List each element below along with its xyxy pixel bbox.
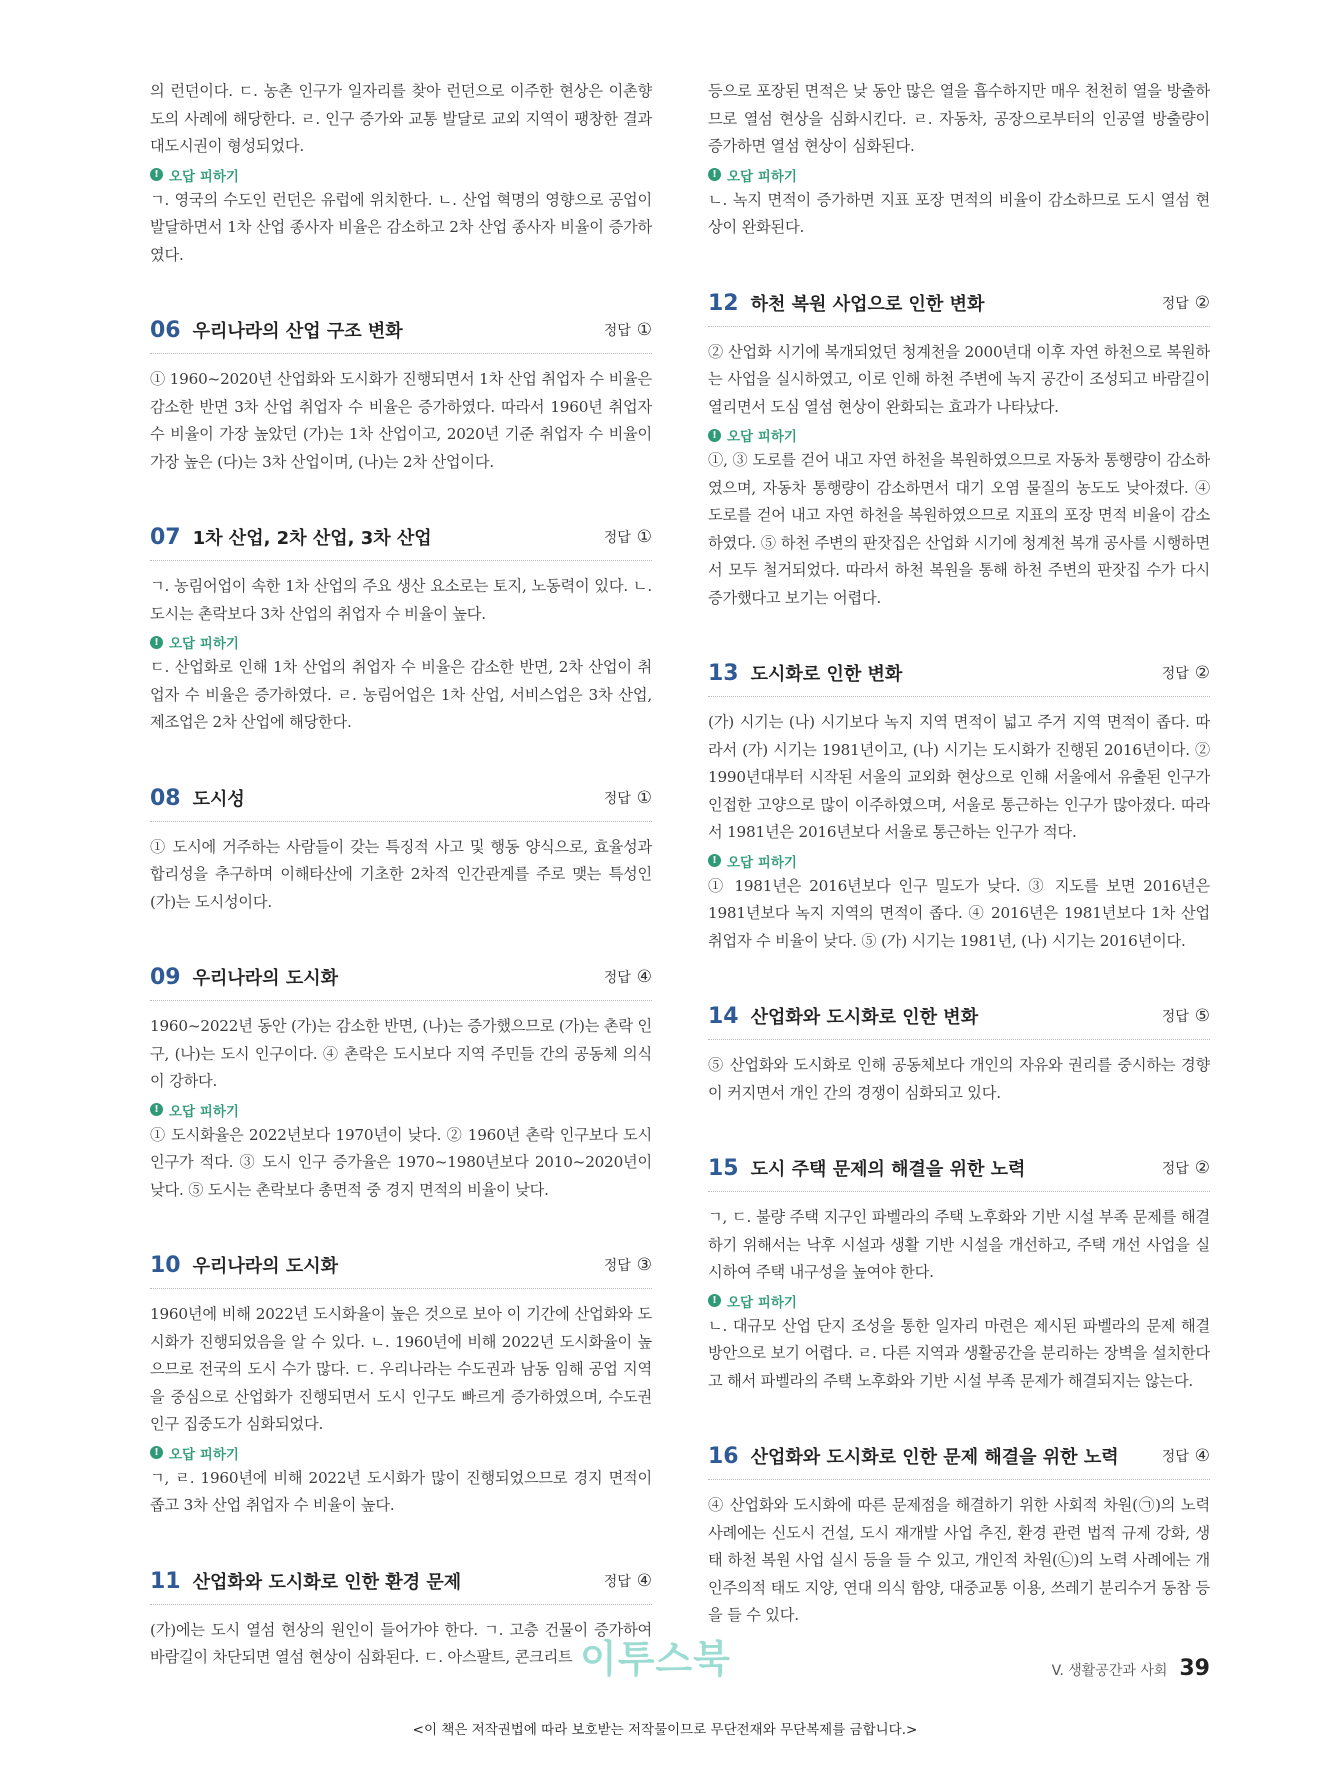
section-header-12 [708,290,1210,327]
section-header-13 [708,660,1210,697]
section-header-07 [150,524,652,561]
wrong-answer-label: ! 오답 피하기 [708,165,1210,185]
exclamation-icon: ! [708,429,721,442]
watermark-logo: 이투스북 [580,1637,731,1681]
section-title: 우리나라의 도시화 [192,1256,338,1277]
section-title: 우리나라의 도시화 [192,968,338,989]
section-header-14 [708,1003,1210,1040]
exclamation-icon: ! [708,854,721,867]
section-number: 11 [150,1568,181,1594]
section-header-11 [150,1568,652,1605]
exclamation-icon: ! [708,1294,721,1307]
section-title: 하천 복원 사업으로 인한 변화 [750,293,985,315]
wrong-answer-text: ㄱ, ㄹ. 1960년에 비해 2022년 도시화가 많이 진행되었으므로 경지 면적이 좁고 3차 산업 취업자 수 비율이 높다. [150,1468,652,1514]
section-number: 06 [150,318,181,343]
section-number: 12 [708,290,739,316]
exclamation-icon: ! [150,1446,163,1459]
wrong-answer-label: ! 오답 피하기 [150,165,652,185]
section-title: 산업화와 도시화로 인한 문제 해결을 위한 노력 [750,1447,1119,1468]
wrong-answer-text: ① 1981년은 2016년보다 인구 밀도가 낮다. ③ 지도를 보면 2016년은 1981년보다 녹지 지역의 면적이 좁다. ④ 2016년은 1981년보다 1차 산업 취업자 수 비율이 낮다. ⑤ (가) 시기는 1981년, (나) 시기는 2016년이다. [708,876,1210,950]
exclamation-icon: ! [150,1103,163,1116]
wrong-answer-label: ! 오답 피하기 [150,632,652,652]
section-title: 산업화와 도시화로 인한 변화 [750,1007,979,1028]
wrong-answer-label: ! 오답 피하기 [708,1291,1210,1311]
section-title: 도시화로 인한 변화 [750,664,903,685]
section-title: 산업화와 도시화로 인한 환경 문제 [192,1571,462,1593]
wrong-answer-text: ① 도시화율은 2022년보다 1970년이 낮다. ② 1960년 촌락 인구보다 도시 인구가 적다. ③ 도시 인구 증가율은 1970~1980년보다 2010~2020년이 낮다. ⑤ 도시는 촌락보다 총면적 중 경지 면적의 비율이 낮다. [150,1125,652,1199]
section-number: 14 [708,1004,739,1029]
answer: 정답 ③ [603,1255,652,1275]
wrong-answer-text: ㄷ. 산업화로 인해 1차 산업의 취업자 수 비율은 감소한 반면, 2차 산업이 취업자 수 비율은 증가하였다. ㄹ. 농림어업은 1차 산업, 서비스업은 3차 산업, 제조업은 2차 산업에 해당한다. [150,658,652,731]
explanation-text: ㄱ. 농림어업이 속한 1차 산업의 주요 생산 요소로는 토지, 노동력이 있다. ㄴ. 도시는 촌락보다 3차 산업의 취업자 수 비율이 높다. [150,577,652,623]
answer: 정답 ② [1161,292,1210,313]
explanation-text: 1960년에 비해 2022년 도시화율이 높은 것으로 보아 이 기간에 산업화와 도시화가 진행되었음을 알 수 있다. ㄴ. 1960년에 비해 2022년 도시화율이 높으므로 전국의 도시 수가 많다. ㄷ. 우리나라는 수도권과 남동 임해 공업 지역을 중심으로 산업화가 진행되면서 도시 인구도 빠르게 증가하였으며, 수도권 인구 집중도가 심화되었다. [150,1305,652,1433]
answer: 정답 ④ [1161,1446,1210,1466]
explanation-text: ① 도시에 거주하는 사람들이 갖는 특징적 사고 및 행동 양식으로, 효율성과 합리성을 추구하며 이해타산에 기초한 2차적 인간관계를 주로 맺는 특성인 (가)는 도시성이다. [150,837,652,911]
wrong-answer-label: ! 오답 피하기 [708,851,1210,871]
answer: 정답 ② [1161,1158,1210,1178]
explanation-text: 1960~2022년 동안 (가)는 감소한 반면, (나)는 증가했으므로 (가)는 촌락 인구, (나)는 도시 인구이다. ④ 촌락은 도시보다 지역 주민들 간의 공동체 의식이 강하다. [150,1017,652,1090]
copyright-notice: <이 책은 저작권법에 따라 보호받는 저작물이므로 무단전재와 무단복제를 금합니다.> [412,1722,918,1738]
explanation-text: ① 1960~2020년 산업화와 도시화가 진행되면서 1차 산업 취업자 수 비율은 감소한 반면 3차 산업 취업자 수 비율은 증가하였다. 따라서 1960년 취업자 수 비율이 가장 높았던 (가)는 1차 산업이고, 2020년 기준 취업자 수 비율이 가장 높은 (다)는 3차 산업이며, (나)는 2차 산업이다. [150,370,652,471]
intro-text: 의 런던이다. ㄷ. 농촌 인구가 일자리를 찾아 런던으로 이주한 현상은 이촌향도의 사례에 해당한다. ㄹ. 인구 증가와 교통 발달로 교외 지역이 팽창한 결과 대도시권이 형성되었다. [150,82,652,155]
section-number: 07 [150,525,181,550]
explanation-text: (가)에는 도시 열섬 현상의 원인이 들어가야 한다. ㄱ. 고층 건물이 증가하여 바람길이 차단되면 열섬 현상이 심화된다. ㄷ. 아스팔트, 콘크리트 [150,1620,652,1666]
unit-title: V. 생활공간과 사회 [1051,1663,1168,1679]
section-title: 1차 산업, 2차 산업, 3차 산업 [192,528,432,549]
explanation-text: ⑤ 산업화와 도시화로 인해 공동체보다 개인의 자유와 권리를 중시하는 경향이 커지면서 개인 간의 경쟁이 심화되고 있다. [708,1056,1210,1102]
section-title: 도시성 [192,788,245,810]
section-title: 도시 주택 문제의 해결을 위한 노력 [750,1159,1026,1180]
wrong-answer-text: ①, ③ 도로를 걷어 내고 자연 하천을 복원하였으므로 자동차 통행량이 감소하였으며, 자동차 통행량이 감소하면서 대기 오염 물질의 농도도 낮아졌다. ④ 도로를 걷어 내고 자연 하천을 복원하였으므로 지표의 포장 면적 비율이 감소하였다. ⑤ 하천 주변의 판잣집은 산업화 시기에 청계천 복개 공사를 시행하면서 모두 철거되었다. 따라서 하천 복원을 통해 하천 주변의 판잣집 수가 다시 증가했다고 보기는 어렵다. [708,451,1210,607]
answer: 정답 ④ [603,967,652,987]
left-column [150,78,652,1672]
wrong-answer-text: ㄴ. 녹지 면적이 증가하면 지표 포장 면적의 비율이 감소하므로 도시 열섬 현상이 완화된다. [708,190,1210,236]
page-number: 39 [1179,1656,1210,1681]
section-number: 10 [150,1253,181,1278]
section-header-10 [150,1252,652,1289]
section-header-06 [150,317,652,354]
section-header-09 [150,964,652,1001]
explanation-text: (가) 시기는 (나) 시기보다 녹지 지역 면적이 넓고 주거 지역 면적이 좁다. 따라서 (가) 시기는 1981년이고, (나) 시기는 도시화가 진행된 2016년이다. ② 1990년대부터 시작된 서울의 교외화 현상으로 인해 서울에서 유출된 인구가 인접한 고양으로 많이 이주하였으며, 서울로 통근하는 인구가 많아졌다. 따라서 1981년은 2016년보다 서울로 통근하는 인구가 적다. [708,713,1210,841]
answer: 정답 ⑤ [1161,1006,1210,1026]
exclamation-icon: ! [150,636,163,649]
section-header-16 [708,1443,1210,1480]
section-header-08 [150,785,652,822]
answer: 정답 ② [1161,663,1210,683]
section-number: 13 [708,661,739,686]
section-number: 08 [150,785,181,811]
wrong-answer-text: ㄱ. 영국의 수도인 런던은 유럽에 위치한다. ㄴ. 산업 혁명의 영향으로 공업이 발달하면서 1차 산업 종사자 비율은 감소하고 2차 산업 종사자 비율이 증가하였다. [150,190,652,264]
answer: 정답 ① [603,787,652,808]
explanation-text: ㄱ, ㄷ. 불량 주택 지구인 파벨라의 주택 노후화와 기반 시설 부족 문제를 해결하기 위해서는 낙후 시설과 생활 기반 시설을 개선하고, 주택 개선 사업을 실시하여 주택 내구성을 높여야 한다. [708,1208,1210,1281]
answer: 정답 ① [603,527,652,547]
answer: 정답 ④ [603,1570,652,1591]
wrong-answer-label: ! 오답 피하기 [150,1100,652,1120]
right-column [708,78,1210,1630]
wrong-answer-label: ! 오답 피하기 [708,425,1210,445]
section-number: 15 [708,1156,739,1181]
exclamation-icon: ! [150,168,163,181]
explanation-text: ④ 산업화와 도시화에 따른 문제점을 해결하기 위한 사회적 차원(㉠)의 노력 사례에는 신도시 건설, 도시 재개발 사업 추진, 환경 관련 법적 규제 강화, 생태 하천 복원 사업 실시 등을 들 수 있고, 개인적 차원(㉡)의 노력 사례에는 개인주의적 태도 지양, 연대 의식 함양, 대중교통 이용, 쓰레기 분리수거 동참 등을 들 수 있다. [708,1496,1210,1624]
page-footer [1052,1656,1210,1681]
section-header-15 [708,1155,1210,1192]
section-number: 09 [150,965,181,990]
wrong-answer-text: ㄴ. 대규모 산업 단지 조성을 통한 일자리 마련은 제시된 파벨라의 문제 해결 방안으로 보기 어렵다. ㄹ. 다른 지역과 생활공간을 분리하는 장벽을 설치한다고 해서 파벨라의 주택 노후화와 기반 시설 부족 문제가 해결되지는 않는다. [708,1316,1210,1390]
explanation-text: ② 산업화 시기에 복개되었던 청계천을 2000년대 이후 자연 하천으로 복원하는 사업을 실시하였고, 이로 인해 하천 주변에 녹지 공간이 조성되고 바람길이 열리면서 도심 열섬 현상이 완화되는 효과가 나타났다. [708,342,1210,416]
exclamation-icon: ! [708,168,721,181]
answer: 정답 ① [603,320,652,340]
intro-text: 등으로 포장된 면적은 낮 동안 많은 열을 흡수하지만 매우 천천히 열을 방출하므로 열섬 현상을 심화시킨다. ㄹ. 자동차, 공장으로부터의 인공열 방출량이 증가하면 열섬 현상이 심화된다. [708,82,1210,155]
section-title: 우리나라의 산업 구조 변화 [192,321,403,342]
wrong-answer-label: ! 오답 피하기 [150,1443,652,1463]
section-number: 16 [708,1444,739,1469]
